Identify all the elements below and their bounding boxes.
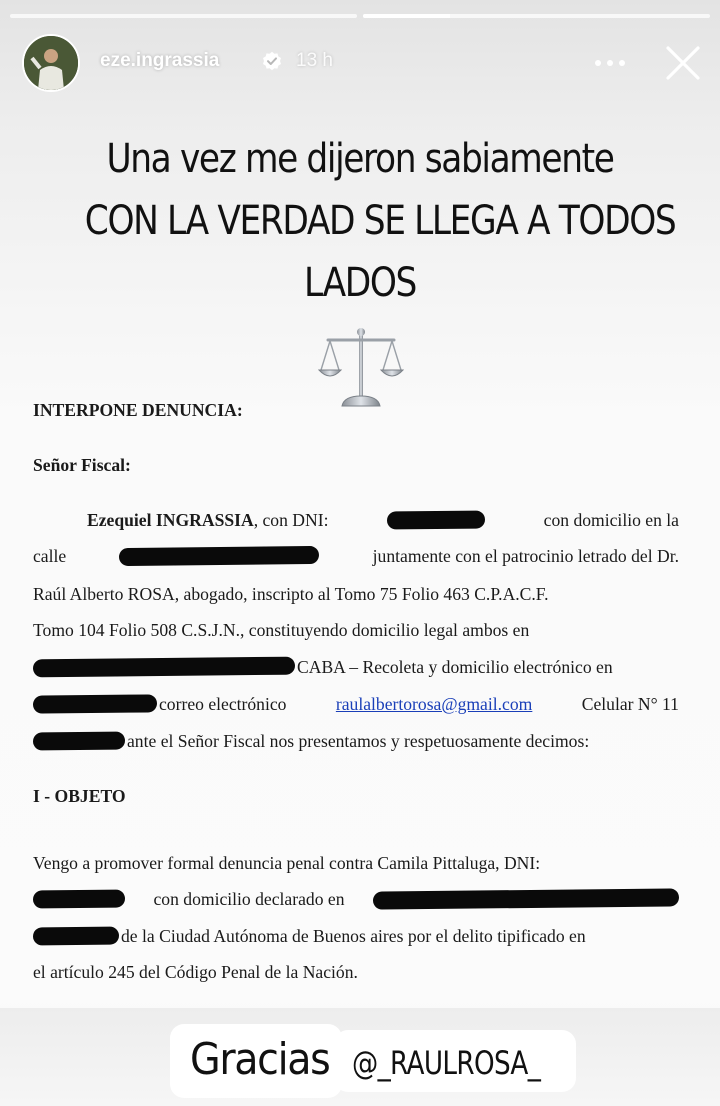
email-link[interactable]: raulalbertorosa@gmail.com bbox=[335, 693, 533, 714]
document-text: el artículo 245 del Código Penal de la Nación. bbox=[33, 961, 358, 982]
progress-fill bbox=[363, 14, 450, 18]
document-segment bbox=[33, 694, 286, 715]
document-line bbox=[33, 655, 679, 679]
document-text: , con DNI: bbox=[253, 509, 329, 530]
document-text: Celular N° 11 bbox=[581, 693, 679, 714]
caption-line: CON LA VERDAD SE LLEGA A TODOS bbox=[84, 198, 676, 244]
redaction-bar bbox=[33, 890, 125, 909]
document-text: Vengo a promover formal denuncia penal contra Camila Pittaluga, DNI: bbox=[33, 852, 541, 873]
document-heading: INTERPONE DENUNCIA: bbox=[33, 400, 243, 420]
avatar[interactable] bbox=[22, 34, 80, 92]
document-text: de la Ciudad Autónoma de Buenos aires por el delito tipificado en bbox=[121, 925, 586, 946]
document-line bbox=[33, 692, 679, 716]
document-line bbox=[33, 924, 679, 948]
document-line bbox=[33, 618, 679, 642]
document-text: calle bbox=[33, 545, 67, 566]
document-line bbox=[33, 887, 679, 911]
section-title: I - OBJETO bbox=[33, 786, 126, 806]
avatar-person-icon bbox=[24, 36, 78, 90]
caption-line: LADOS bbox=[303, 260, 417, 306]
document-text: correo electrónico bbox=[159, 693, 287, 714]
story-progress bbox=[10, 14, 710, 18]
document-text: CABA – Recoleta y domicilio electrónico en bbox=[297, 656, 613, 677]
close-icon[interactable] bbox=[660, 40, 706, 86]
document-line bbox=[33, 729, 679, 753]
more-horizontal-icon[interactable] bbox=[588, 48, 632, 78]
story-caption bbox=[84, 128, 676, 314]
document-line bbox=[33, 851, 679, 875]
document-line bbox=[33, 960, 679, 984]
timestamp: 13 h bbox=[296, 50, 333, 71]
redaction-bar bbox=[387, 510, 485, 529]
username[interactable]: eze.ingrassia bbox=[100, 50, 220, 71]
redaction-bar bbox=[33, 657, 295, 678]
mention-text[interactable]: @_RAULROSA_ bbox=[352, 1044, 541, 1082]
mention-sticker[interactable] bbox=[334, 1030, 576, 1092]
redaction-bar bbox=[33, 694, 157, 713]
document-line bbox=[33, 582, 679, 606]
document-salutation: Señor Fiscal: bbox=[33, 455, 131, 475]
document-line bbox=[33, 544, 679, 568]
verified-badge-icon bbox=[262, 51, 282, 71]
progress-segment bbox=[10, 14, 357, 18]
document-line bbox=[33, 508, 679, 532]
document-text: Raúl Alberto ROSA, abogado, inscripto al Tomo 75 Folio 463 C.P.A.C.F. bbox=[33, 583, 549, 604]
document-surname: INGRASSIA bbox=[155, 509, 254, 530]
document-segment bbox=[33, 510, 328, 531]
document-text: con domicilio en la bbox=[543, 509, 679, 530]
document-name: Ezequiel bbox=[87, 509, 152, 530]
scales-icon bbox=[318, 326, 404, 408]
redaction-bar bbox=[119, 546, 319, 566]
document-text: Tomo 104 Folio 508 C.S.J.N., constituyendo domicilio legal ambos en bbox=[33, 619, 530, 640]
caption-line: Una vez me dijeron sabiamente bbox=[106, 136, 614, 182]
document-text: ante el Señor Fiscal nos presentamos y respetuosamente decimos: bbox=[127, 730, 590, 751]
sticker-text: Gracias bbox=[190, 1034, 330, 1085]
redaction-bar bbox=[33, 732, 125, 751]
text-sticker-gracias bbox=[170, 1024, 342, 1098]
redaction-bar bbox=[33, 927, 119, 946]
document-text: con domicilio declarado en bbox=[153, 888, 345, 909]
redaction-bar bbox=[373, 888, 679, 909]
document-text: juntamente con el patrocinio letrado del Dr. bbox=[372, 545, 679, 566]
progress-segment bbox=[363, 14, 710, 18]
